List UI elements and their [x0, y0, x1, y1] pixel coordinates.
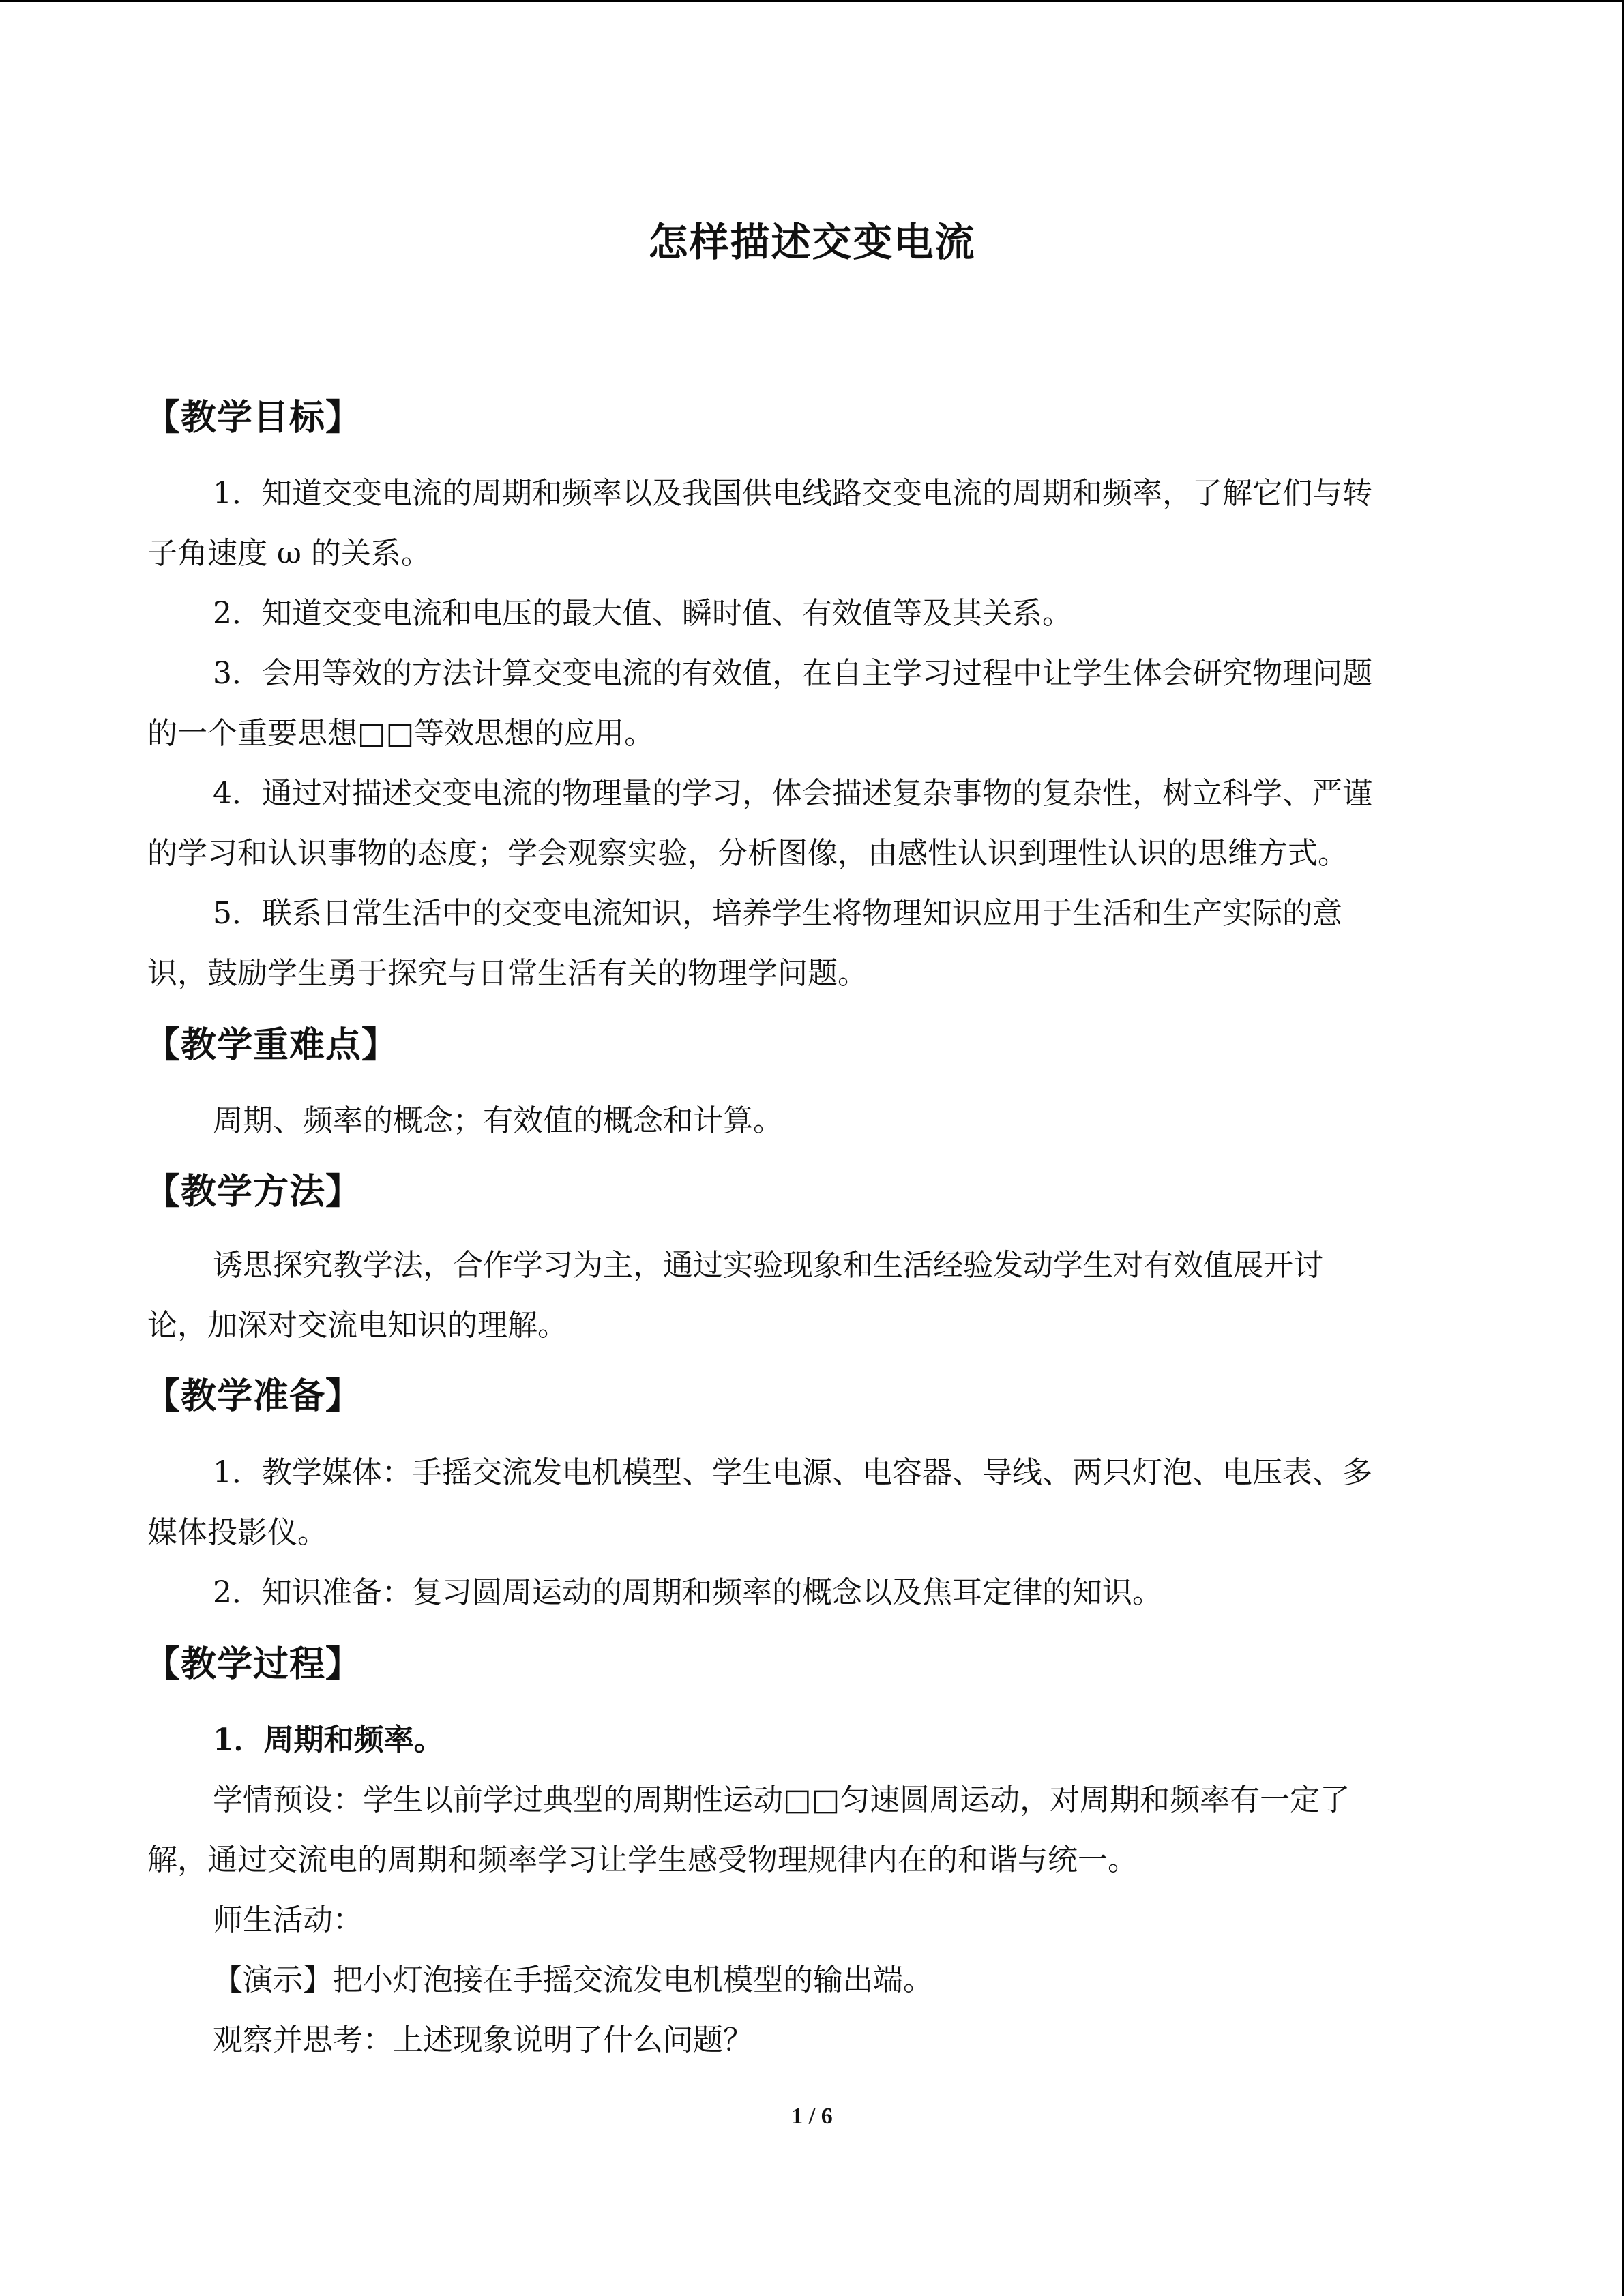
- process-question: 观察并思考：上述现象说明了什么问题？: [213, 2023, 753, 2057]
- process-demo: 【演示】把小灯泡接在手摇交流发电机模型的输出端。: [213, 1963, 933, 1997]
- objective-4-line-1: 4．通过对描述交变电流的物理量的学习，体会描述复杂事物的复杂性，树立科学、严谨: [213, 776, 1372, 811]
- key-points-heading: 【教学重难点】: [145, 1025, 398, 1066]
- key-points-text: [147, 1091, 1477, 1151]
- preparation-item-2: [147, 1563, 1477, 1623]
- process-activity: 师生活动：: [213, 1903, 363, 1937]
- methods-heading: 【教学方法】: [145, 1172, 362, 1212]
- objectives-heading: 【教学目标】: [145, 398, 362, 438]
- objective-3-line-1: 3．会用等效的方法计算交变电流的有效值，在自主学习过程中让学生体会研究物理问题: [213, 656, 1372, 691]
- preparation-heading: 【教学准备】: [145, 1376, 362, 1417]
- objective-item-4: [147, 764, 1477, 884]
- objective-5-line-1: 5．联系日常生活中的交变电流知识，培养学生将物理知识应用于生活和生产实际的意: [213, 896, 1342, 931]
- methods-text: [147, 1236, 1477, 1356]
- process-body: [147, 1710, 1477, 2070]
- key-points-line: 周期、频率的概念；有效值的概念和计算。: [213, 1103, 783, 1138]
- preparation-1-line-1: 1．教学媒体：手摇交流发电机模型、学生电源、电容器、导线、两只灯泡、电压表、多: [213, 1455, 1372, 1490]
- objective-1-line-2: 子角速度 ω 的关系。: [147, 536, 431, 571]
- objective-3-line-2: 的一个重要思想□□等效思想的应用。: [147, 716, 655, 751]
- preparation-1-line-2: 媒体投影仪。: [147, 1515, 327, 1550]
- process-subheading: 1．周期和频率。: [213, 1723, 444, 1757]
- objective-1-line-1: 1．知道交变电流的周期和频率以及我国供电线路交变电流的周期和频率，了解它们与转: [213, 476, 1372, 511]
- methods-line-2: 论，加深对交流电知识的理解。: [147, 1308, 567, 1343]
- objective-2-line-1: 2．知道交变电流和电压的最大值、瞬时值、有效值等及其关系。: [213, 596, 1072, 631]
- objective-5-line-2: 识，鼓励学生勇于探究与日常生活有关的物理学问题。: [147, 956, 868, 991]
- page-number: 1 / 6: [791, 2104, 833, 2129]
- objective-item-5: [147, 884, 1477, 1004]
- objective-item-2: [147, 584, 1477, 644]
- objective-4-line-2: 的学习和认识事物的态度；学会观察实验，分析图像，由感性认识到理性认识的思维方式。: [147, 836, 1348, 871]
- process-situation-line-2: 解，通过交流电的周期和频率学习让学生感受物理规律内在的和谐与统一。: [147, 1843, 1138, 1877]
- methods-line-1: 诱思探究教学法，合作学习为主，通过实验现象和生活经验发动学生对有效值展开讨: [213, 1248, 1323, 1283]
- objective-item-1: [147, 464, 1477, 584]
- document-title: 怎样描述交变电流: [648, 219, 976, 265]
- preparation-2-line-1: 2．知识准备：复习圆周运动的周期和频率的概念以及焦耳定律的知识。: [213, 1575, 1162, 1610]
- process-situation-line-1: 学情预设：学生以前学过典型的周期性运动□□匀速圆周运动，对周期和频率有一定了: [213, 1783, 1350, 1817]
- objective-item-3: [147, 644, 1477, 764]
- preparation-item-1: [147, 1443, 1477, 1563]
- process-heading: 【教学过程】: [145, 1644, 362, 1685]
